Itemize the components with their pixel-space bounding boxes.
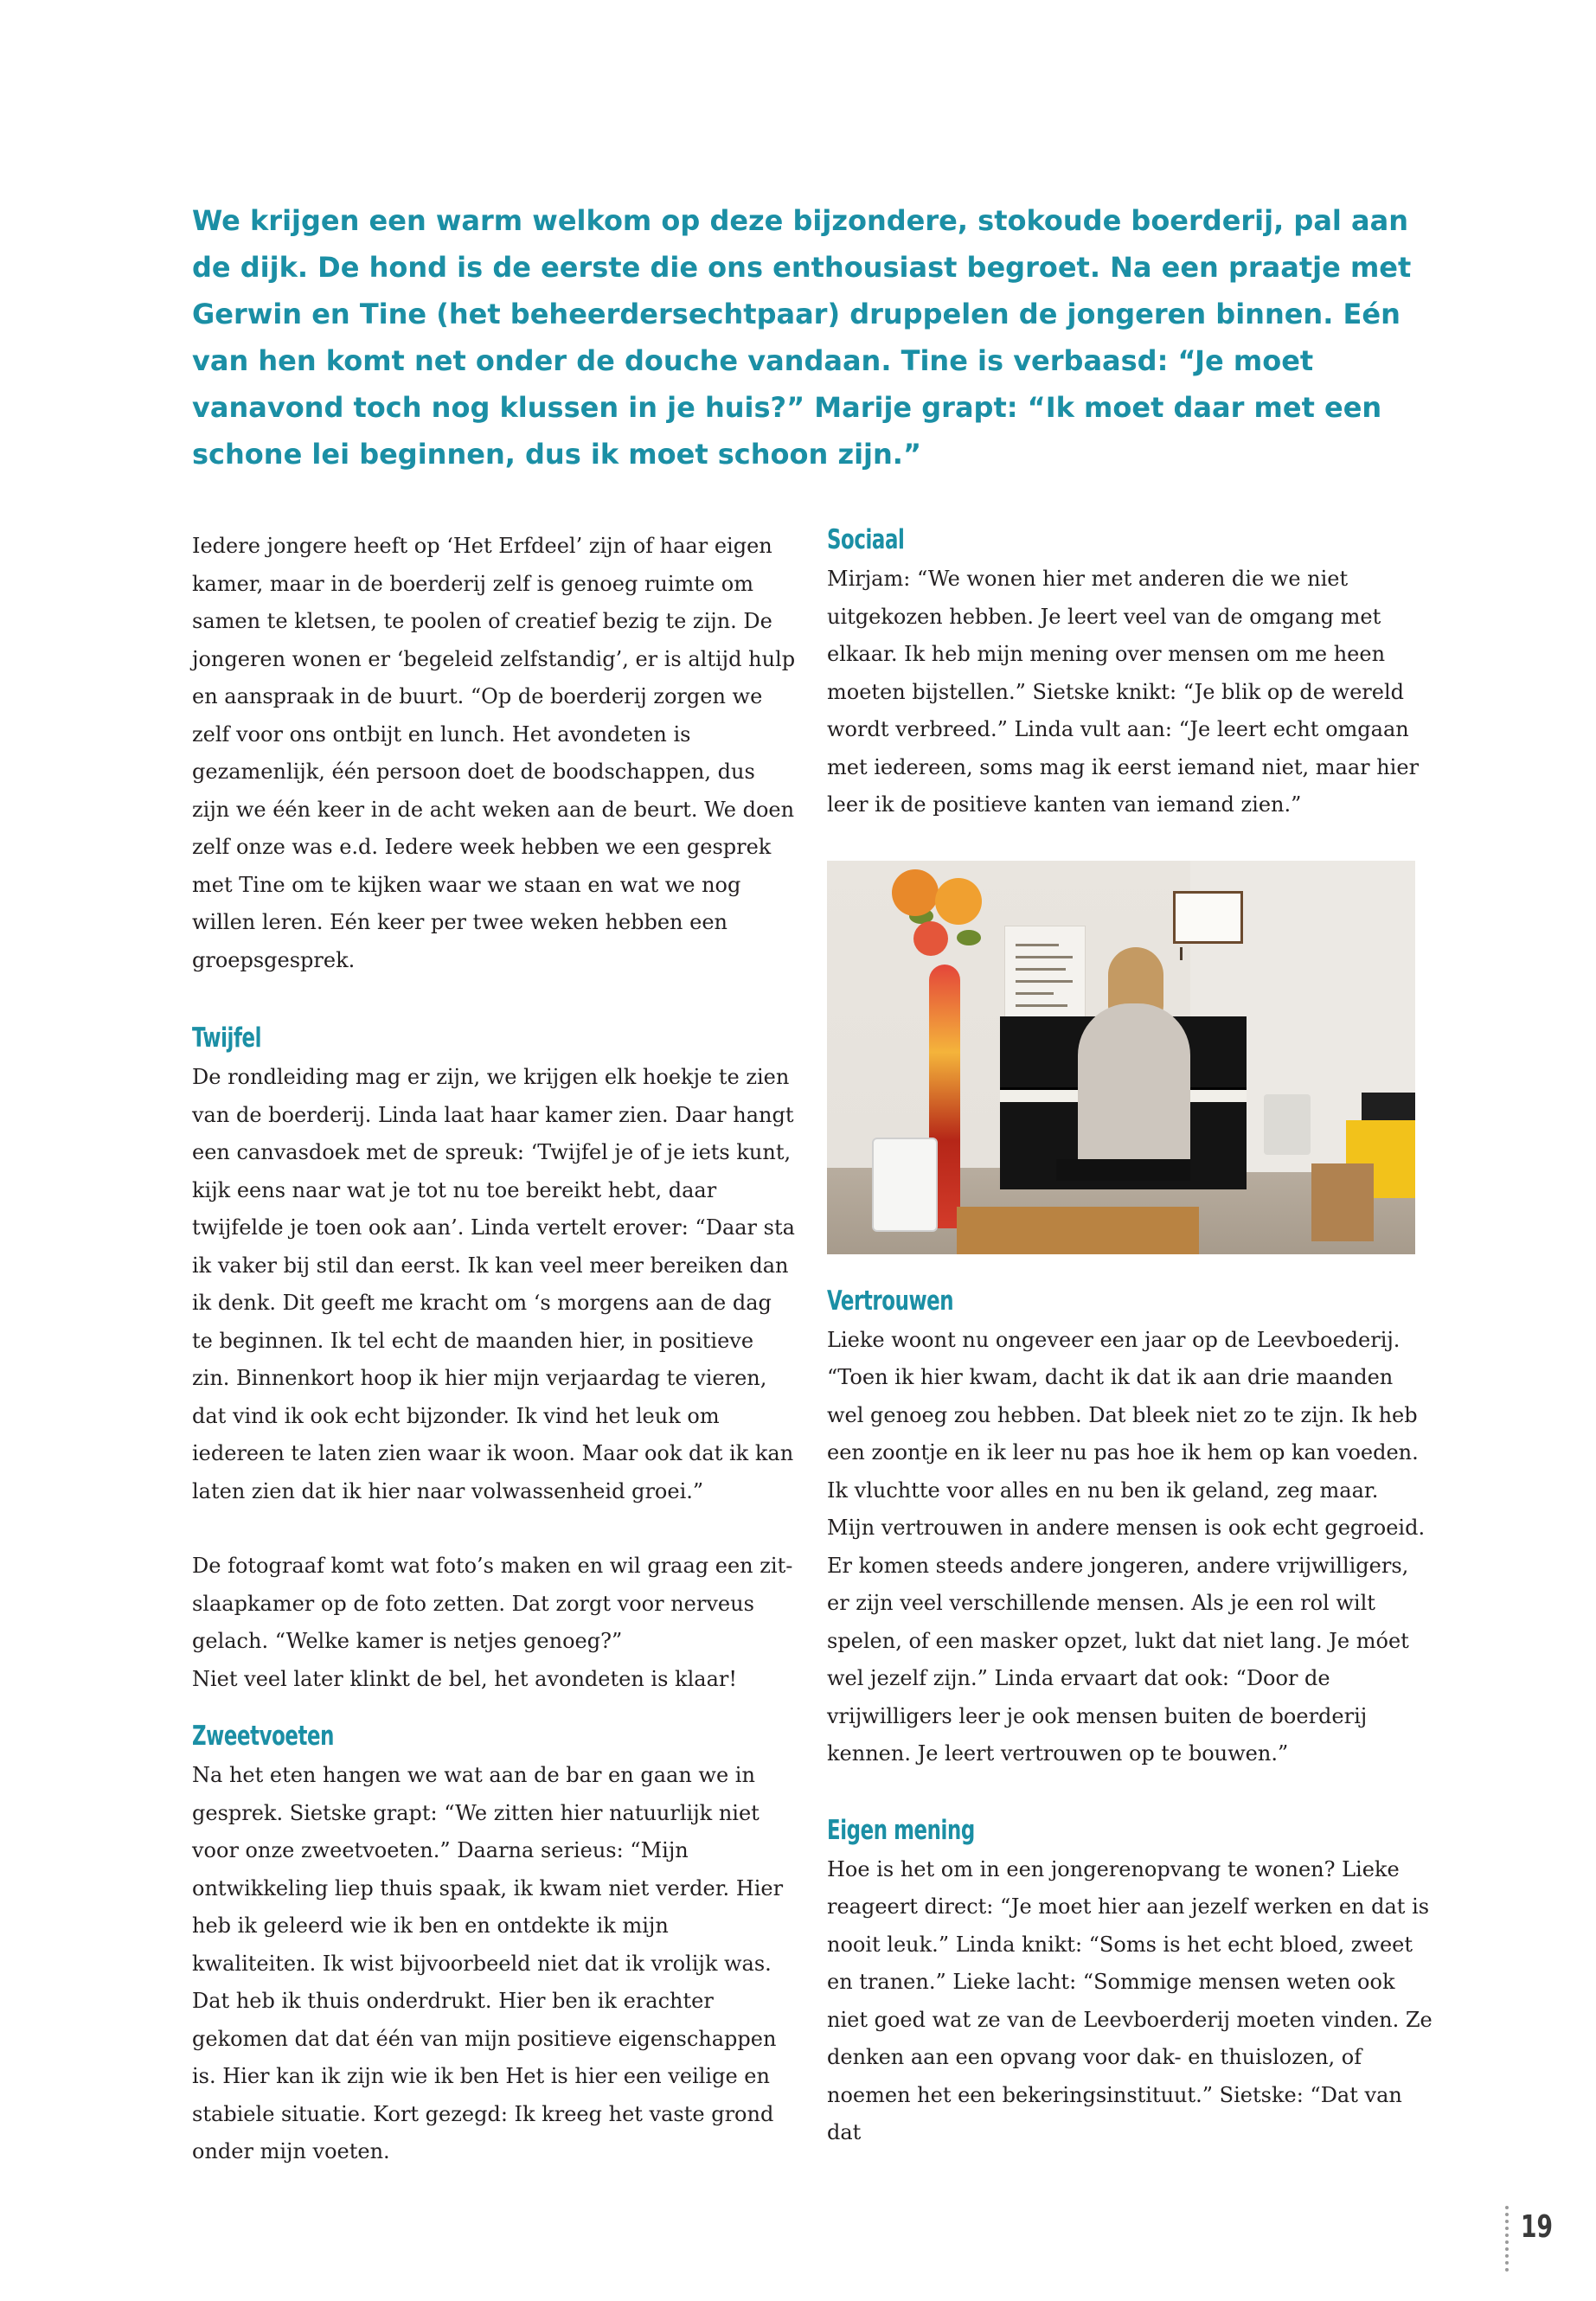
photo-flower bbox=[913, 921, 948, 956]
body-paragraph: Niet veel later klinkt de bel, het avondeten is klaar! bbox=[192, 1666, 737, 1691]
photo-person bbox=[1078, 1003, 1190, 1176]
right-column bbox=[827, 519, 1433, 2152]
body-paragraph: Iedere jongere heeft op ‘Het Erfdeel’ zijn of haar eigen kamer, maar in de boerderij zelf is genoeg ruimte om samen te kletsen, te poolen of creatief bezig te zijn. De jongeren wonen er ‘begeleid zelfstandig’, er is altijd hulp en aanspraak in de buurt. “Op de boerderij zorgen we zelf voor ons ontbijt en lunch. Het avondeten is gezamenlijk, één persoon doet de boodschappen, dus zijn we één keer in de acht weken aan de beurt. We doen zelf onze was e.d. Iedere week hebben we een gesprek met Tine om te kijken waar we staan en wat we nog willen leren. Eén keer per twee weken hebben een groepsgesprek. bbox=[192, 534, 796, 972]
photo-leaf bbox=[957, 930, 981, 945]
heading-sociaal: Sociaal bbox=[827, 524, 905, 555]
body-paragraph: De fotograaf komt wat foto’s maken en wil graag een zit-slaapkamer op de foto zetten. Dat zorgt voor nerveus gelach. “Welke kamer is netjes genoeg?” bbox=[192, 1554, 793, 1653]
intro-paragraph: We krijgen een warm welkom op deze bijzondere, stokoude boerderij, pal aan de dijk. De hond is de eerste die ons enthousiast begroet. Na een praatje met Gerwin en Tine (het beheerdersechtpaar) druppelen de jongeren binnen. Eén van hen komt net onder de douche vandaan. Tine is verbaasd: “Je moet vanavond toch nog klussen in je huis?” Marije grapt: “Ik moet daar met een schone lei beginnen, dus ik moet schoon zijn.” bbox=[192, 204, 1412, 471]
page-number-text: 19 bbox=[1521, 2209, 1553, 2245]
photo-table bbox=[957, 1207, 1199, 1254]
body-paragraph: Lieke woont nu ongeveer een jaar op de Leevboederij. “Toen ik hier kwam, dacht ik dat ik aan drie maanden wel genoeg zou hebben. Dat bleek niet zo te zijn. Ik heb een zoontje en ik leer nu pas hoe ik hem op kan voeden. Ik vluchtte voor alles en nu ben ik geland, zeg maar. Mijn vertrouwen in andere mensen is ook echt gegroeid. Er komen steeds andere jongeren, andere vrijwilligers, er zijn veel verschillende mensen. Als je een rol wilt spelen, of een masker opzet, lukt dat niet lang. Je móet wel jezelf zijn.” Linda ervaart dat ook: “Door de vrijwilligers leer je ook mensen buiten de boerderij kennen. Je leert vertrouwen op te bouwen.” bbox=[827, 1327, 1426, 1766]
body-paragraph: Hoe is het om in een jongerenopvang te wonen? Lieke reageert direct: “Je moet hier aan jezelf werken en dat is nooit leuk.” Linda knikt: “Soms is het echt bloed, zweet en tranen.” Lieke lacht: “Sommige mensen weten ook niet goed wat ze van de Leevboerderij moeten vinden. Ze denken aan een opvang voor dak- en thuislozen, of noemen het een bekeringsinstituut.” Sietske: “Dat van dat bbox=[827, 1856, 1433, 2144]
photo-poster bbox=[1004, 926, 1086, 1031]
left-column bbox=[192, 528, 798, 2171]
page-number bbox=[1505, 2204, 1574, 2266]
heading-twijfel: Twijfel bbox=[192, 1022, 262, 1054]
photo-flower bbox=[935, 878, 982, 925]
heading-vertrouwen: Vertrouwen bbox=[827, 1285, 954, 1317]
photo-flower bbox=[892, 869, 939, 916]
photo-candle bbox=[1180, 947, 1183, 960]
body-paragraph: Na het eten hangen we wat aan de bar en gaan we in gesprek. Sietske grapt: “We zitten hier natuurlijk niet voor onze zweetvoeten.” Daarna serieus: “Mijn ontwikkeling liep thuis spaak, ik kwam niet verder. Hier heb ik geleerd wie ik ben en ontdekte ik mijn kwaliteiten. Ik wist bijvoorbeeld niet dat ik vrolijk was. Dat heb ik thuis onderdrukt. Hier ben ik erachter gekomen dat dat één van mijn positieve eigenschappen is. Hier kan ik zijn wie ik ben Het is hier een veilige en stabiele situatie. Kort gezegd: Ik kreeg het vaste grond onder mijn voeten. bbox=[192, 1763, 784, 2163]
heading-eigen-mening: Eigen mening bbox=[827, 1814, 975, 1846]
photo-wooden-stool bbox=[1311, 1163, 1374, 1241]
page-number-rule bbox=[1505, 2206, 1509, 2272]
photo-bucket bbox=[1264, 1094, 1311, 1155]
piano-photo bbox=[827, 861, 1415, 1254]
body-paragraph: De rondleiding mag er zijn, we krijgen elk hoekje te zien van de boerderij. Linda laat haar kamer zien. Daar hangt een canvasdoek met de spreuk: ‘Twijfel je of je iets kunt, kijk eens naar wat je tot nu toe bereikt hebt, daar twijfelde je toen ook aan’. Linda vertelt erover: “Daar sta ik vaker bij stil dan eerst. Ik kan veel meer bereiken dan ik denk. Dit geeft me kracht om ‘s morgens aan de dag te beginnen. Ik tel echt de maanden hier, in positieve zin. Binnenkort hoop ik hier mijn verjaardag te vieren, dat vind ik ook echt bijzonder. Ik vind het leuk om iedereen te laten zien waar ik woon. Maar ook dat ik kan laten zien dat ik hier naar volwassenheid groei.” bbox=[192, 1065, 795, 1503]
body-paragraph: Mirjam: “We wonen hier met anderen die we niet uitgekozen hebben. Je leert veel van de omgang met elkaar. Ik heb mijn mening over mensen om me heen moeten bijstellen.” Sietske knikt: “Je blik op de wereld wordt verbreed.” Linda vult aan: “Je leert echt omgaan met iedereen, soms mag ik eerst iemand niet, maar hier leer ik de positieve kanten van iemand zien.” bbox=[827, 567, 1420, 817]
photo-air-purifier bbox=[872, 1138, 938, 1232]
photo-piano-bench bbox=[1056, 1159, 1190, 1181]
photo-wall-sign bbox=[1173, 891, 1243, 944]
heading-zweetvoeten: Zweetvoeten bbox=[192, 1721, 335, 1752]
